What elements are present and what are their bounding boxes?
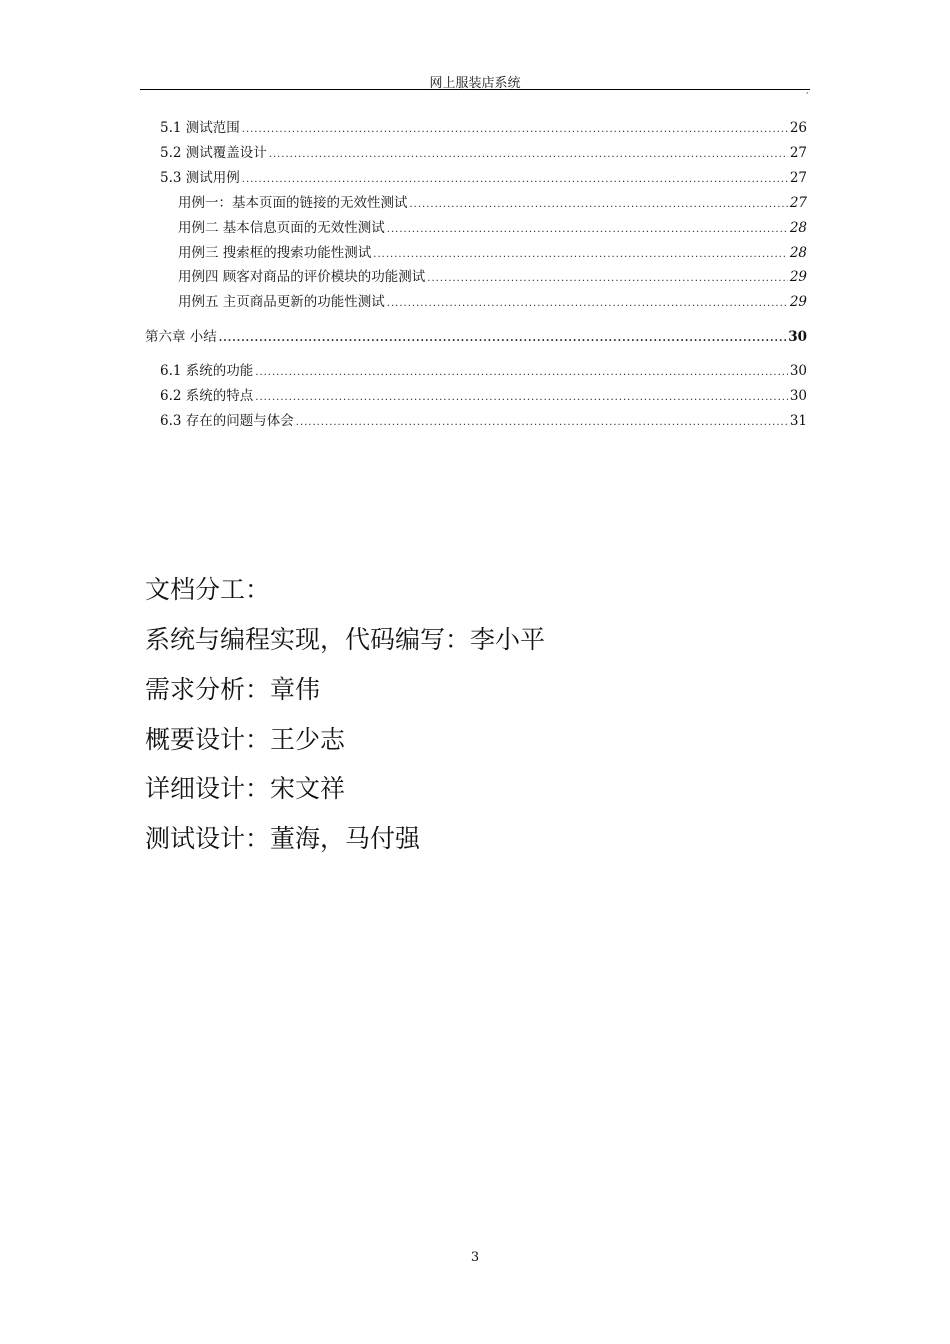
toc-leader bbox=[269, 146, 788, 164]
toc-leader bbox=[373, 246, 788, 264]
toc-entry-title: 5.3 测试用例 bbox=[160, 170, 240, 186]
toc-leader bbox=[296, 414, 788, 432]
toc-entry-page: 29 bbox=[789, 294, 807, 310]
toc-entry-page: 28 bbox=[789, 220, 807, 236]
toc-leader bbox=[255, 389, 788, 407]
toc-entry-title: 用例二 基本信息页面的无效性测试 bbox=[178, 220, 385, 236]
toc-entry-page: 30 bbox=[789, 363, 807, 379]
toc-entry-page: 30 bbox=[789, 388, 807, 404]
toc-entry-title: 第六章 小结 bbox=[145, 329, 217, 345]
toc-entry[interactable] bbox=[178, 194, 807, 212]
toc-leader bbox=[387, 295, 788, 313]
toc-entry-page: 29 bbox=[789, 269, 807, 285]
toc-entry-page: 30 bbox=[788, 329, 807, 345]
division-item: 系统与编程实现，代码编写：李小平 bbox=[145, 625, 546, 654]
toc-entry-title: 用例一：基本页面的链接的无效性测试 bbox=[178, 195, 408, 211]
toc-entry[interactable] bbox=[178, 293, 807, 311]
toc-entry[interactable] bbox=[178, 219, 807, 237]
toc-entry-title: 6.1 系统的功能 bbox=[160, 363, 254, 379]
toc-entry-page: 27 bbox=[789, 195, 807, 211]
toc-leader bbox=[255, 364, 788, 382]
toc-leader bbox=[242, 121, 788, 139]
toc-entry-page: 27 bbox=[789, 170, 807, 186]
division-item: 需求分析：章伟 bbox=[145, 675, 321, 704]
toc-entry-page: 31 bbox=[789, 413, 807, 429]
toc-entry[interactable] bbox=[160, 169, 807, 187]
toc-entry[interactable] bbox=[160, 412, 807, 430]
toc-entry-title: 5.2 测试覆盖设计 bbox=[160, 145, 267, 161]
division-item: 概要设计：王少志 bbox=[145, 725, 346, 754]
toc-leader bbox=[242, 171, 788, 189]
toc-entry-title: 用例三 搜索框的搜索功能性测试 bbox=[178, 245, 372, 261]
toc-entry[interactable] bbox=[178, 244, 807, 262]
division-heading: 文档分工： bbox=[145, 575, 271, 604]
header-mark: , bbox=[806, 86, 809, 95]
toc-entry[interactable] bbox=[160, 119, 807, 137]
toc-entry-page: 28 bbox=[789, 245, 807, 261]
division-item: 测试设计：董海，马付强 bbox=[145, 824, 421, 853]
toc-entry-page: 27 bbox=[789, 145, 807, 161]
toc-entry-title: 用例五 主页商品更新的功能性测试 bbox=[178, 294, 385, 310]
toc-leader bbox=[427, 270, 788, 288]
toc-leader bbox=[410, 196, 788, 214]
toc-entry[interactable] bbox=[160, 362, 807, 380]
toc-leader bbox=[219, 330, 786, 348]
toc-entry-page: 26 bbox=[789, 120, 807, 136]
toc-entry[interactable] bbox=[160, 144, 807, 162]
toc-chapter[interactable] bbox=[145, 328, 807, 346]
toc-entry-title: 6.2 系统的特点 bbox=[160, 388, 254, 404]
toc-entry-title: 用例四 顾客对商品的评价模块的功能测试 bbox=[178, 269, 426, 285]
toc-entry[interactable] bbox=[160, 387, 807, 405]
toc-entry-title: 6.3 存在的问题与体会 bbox=[160, 413, 294, 429]
division-item: 详细设计：宋文祥 bbox=[145, 774, 346, 803]
header-rule bbox=[140, 89, 810, 90]
page-number: 3 bbox=[470, 1250, 480, 1265]
running-header: 网上服装店系统 bbox=[429, 76, 521, 91]
toc-leader bbox=[387, 221, 788, 239]
toc-entry-title: 5.1 测试范围 bbox=[160, 120, 240, 136]
toc-entry[interactable] bbox=[178, 268, 807, 286]
